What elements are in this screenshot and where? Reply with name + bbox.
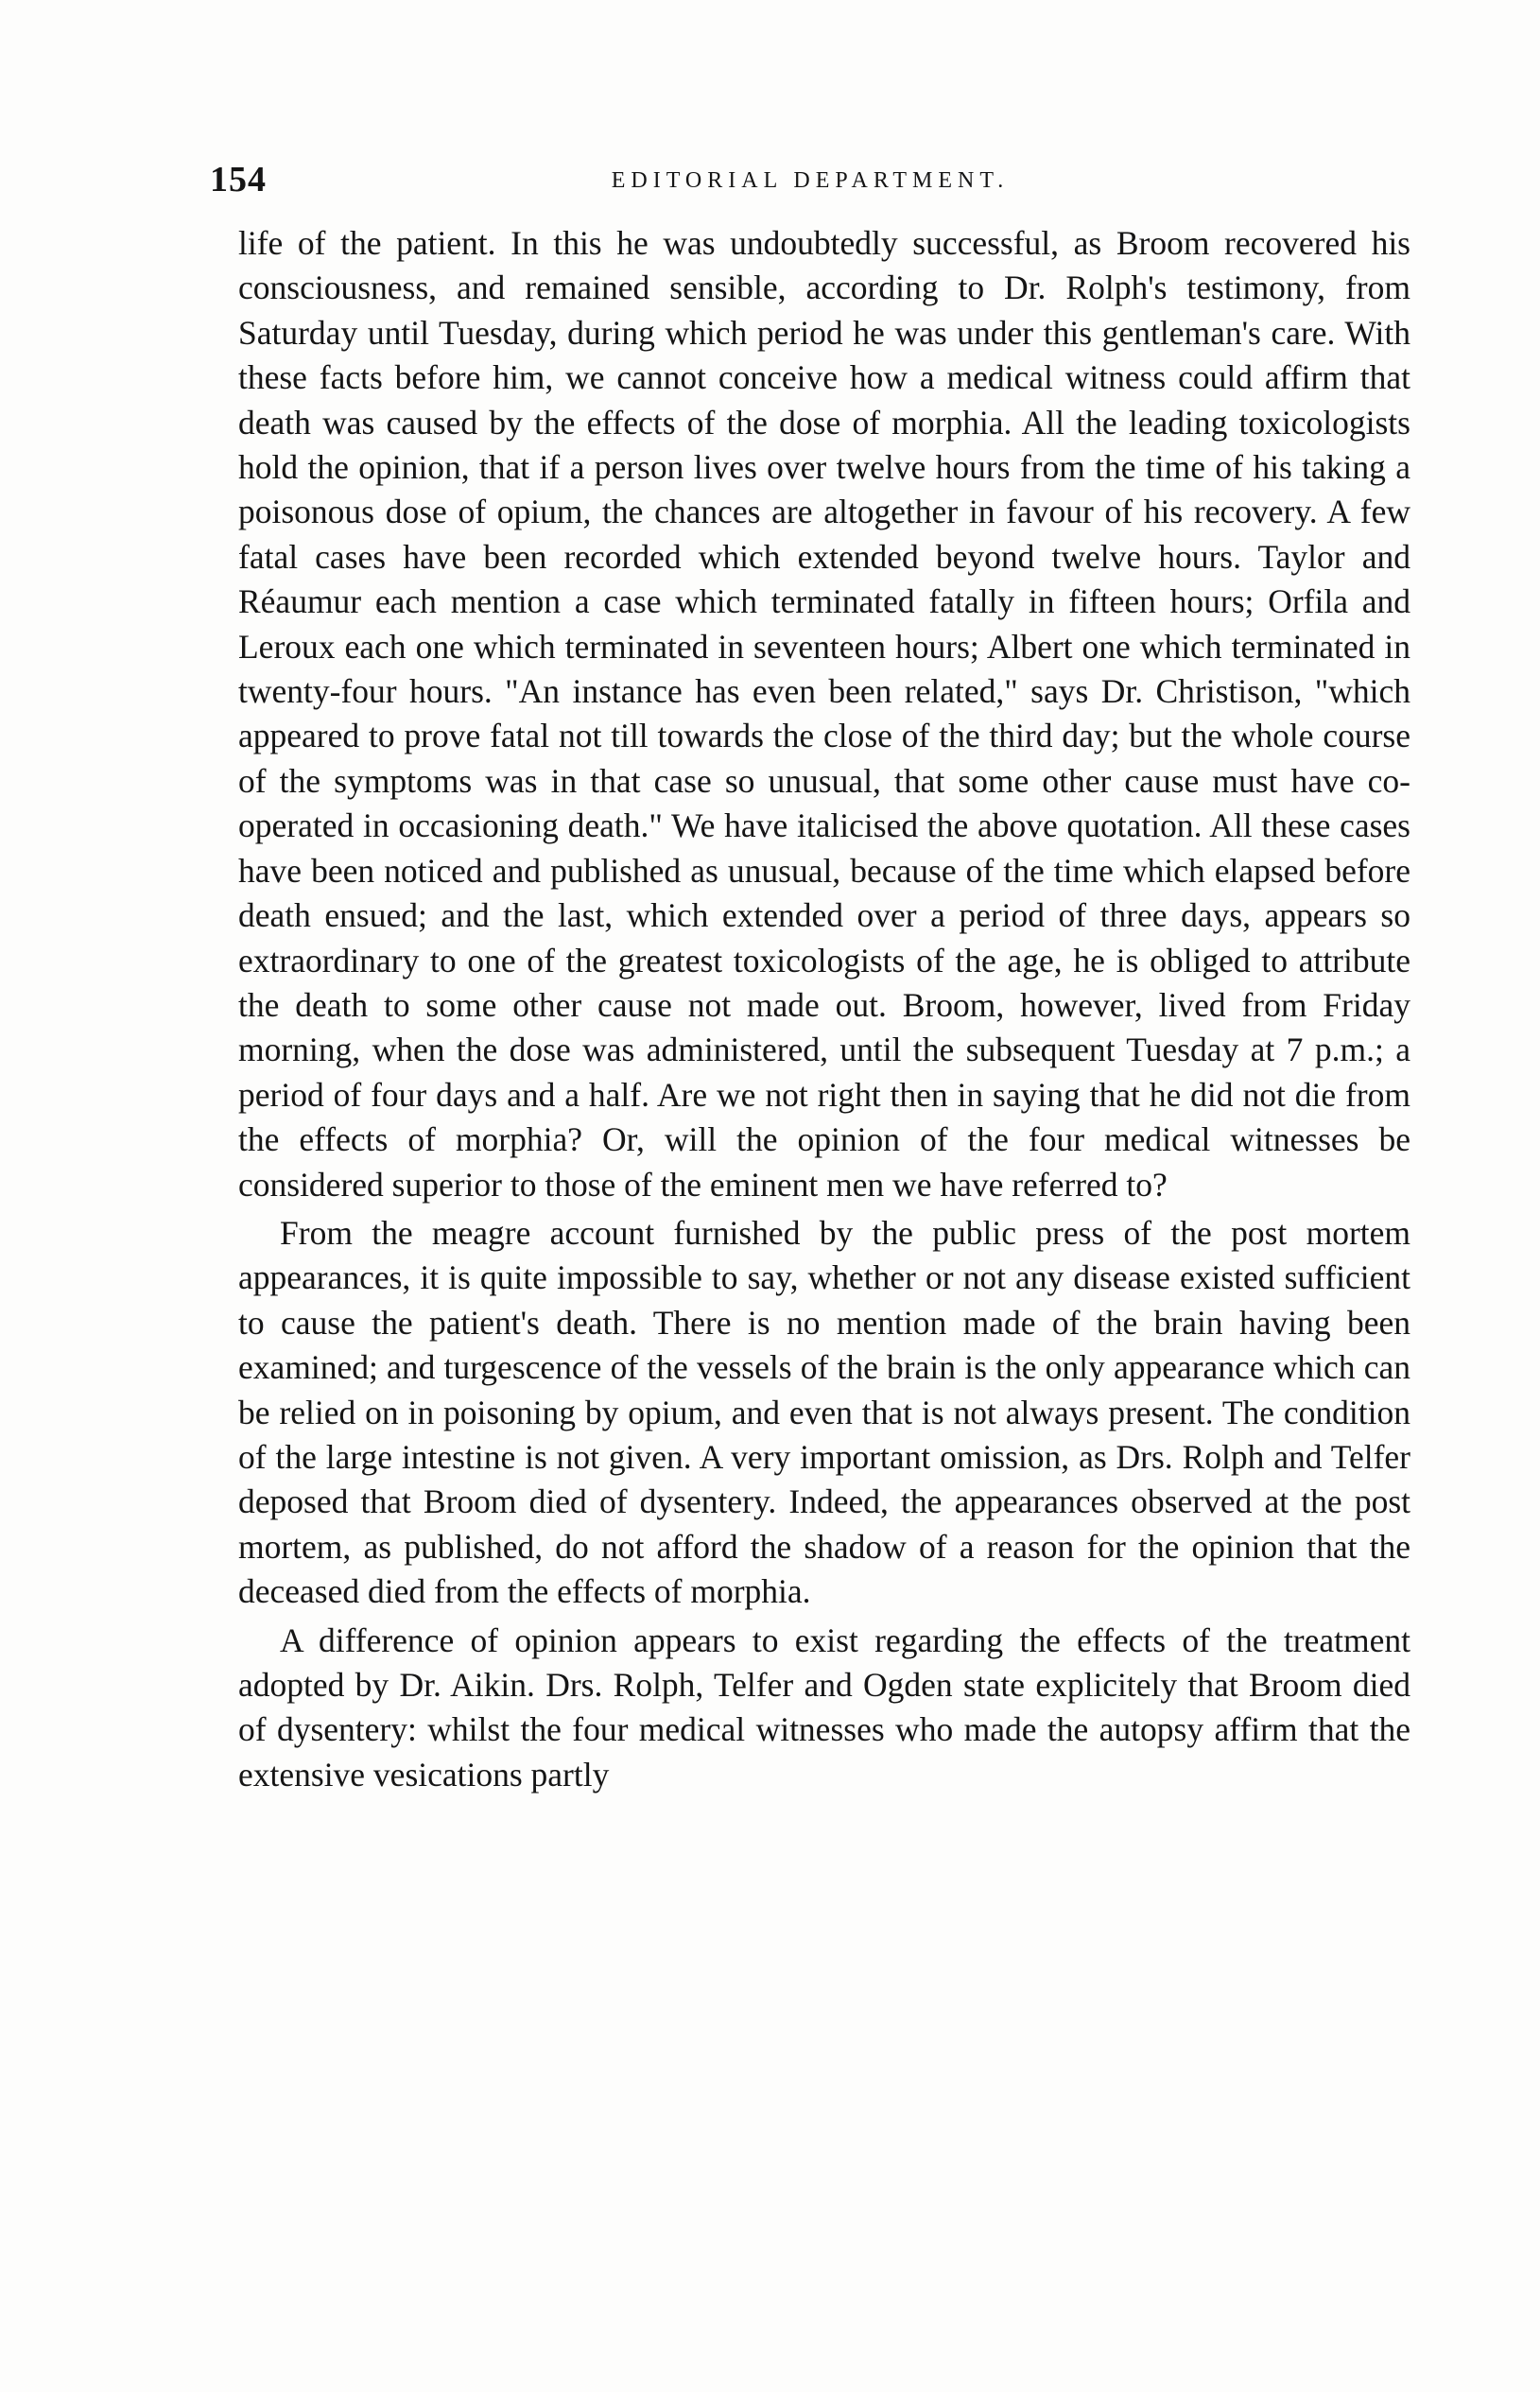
paragraph-treatment: A difference of opinion appears to exist regarding the effects of the treatment adopted by Dr. Aikin. Drs. Rolph, Telfer and Ogden state explicitely that Broom died of dysentery: whilst the four medical witnesses who made the autopsy affirm that the extensive vesications partly: [238, 1621, 1410, 1794]
body-text: [238, 221, 1410, 1797]
page-header: [210, 159, 1410, 206]
paragraph-post-mortem: From the meagre account furnished by the public press of the post mortem appearances, it is quite impossible to say, whether or not any disease existed sufficient to cause the patient's death. There is no mention made of the brain having been examined; and turgescence of the vessels of the brain is the only appearance which can be relied on in poisoning by opium, and even that is not always present. The condition of the large intestine is not given. A very important omission, as Drs. Rolph and Telfer deposed that Broom died of dysentery. Indeed, the appearances observed at the post mortem, as published, do not afford the shadow of a reason for the opinion that the deceased died from the effects of morphia.: [238, 1213, 1410, 1611]
running-head: EDITORIAL DEPARTMENT.: [611, 168, 1010, 193]
page-number: 154: [210, 160, 267, 199]
paragraph-continued: life of the patient. In this he was undoubtedly successful, as Broom recovered his consciousness, and remained sensible, according to Dr. Rolph's testimony, from Saturday until Tuesday, during which period he was under this gentleman's care. With these facts before him, we cannot conceive how a medical witness could affirm that death was caused by the effects of the dose of morphia. All the leading toxicologists hold the opinion, that if a person lives over twelve hours from the time of his taking a poisonous dose of opium, the chances are altogether in favour of his recovery. A few fatal cases have been recorded which extended beyond twelve hours. Taylor and Réaumur each mention a case which terminated fatally in fifteen hours; Orfila and Leroux each one which terminated in seventeen hours; Albert one which terminated in twenty-four hours. "An instance has even been related," says Dr. Christison, "which appeared to prove fatal not till towards the close of the third day; but the whole course of the symptoms was in that case so unusual, that some other cause must have co-operated in occasioning death." We have italicised the above quotation. All these cases have been noticed and published as unusual, because of the time which elapsed before death ensued; and the last, which extended over a period of three days, appears so extraordinary to one of the greatest toxicologists of the age, he is obliged to attribute the death to some other cause not made out. Broom, however, lived from Friday morning, when the dose was administered, until the subsequent Tuesday at 7 p.m.; a period of four days and a half. Are we not right then in saying that he did not die from the effects of morphia? Or, will the opinion of the four medical witnesses be considered superior to those of the eminent men we have referred to?: [238, 224, 1410, 1204]
